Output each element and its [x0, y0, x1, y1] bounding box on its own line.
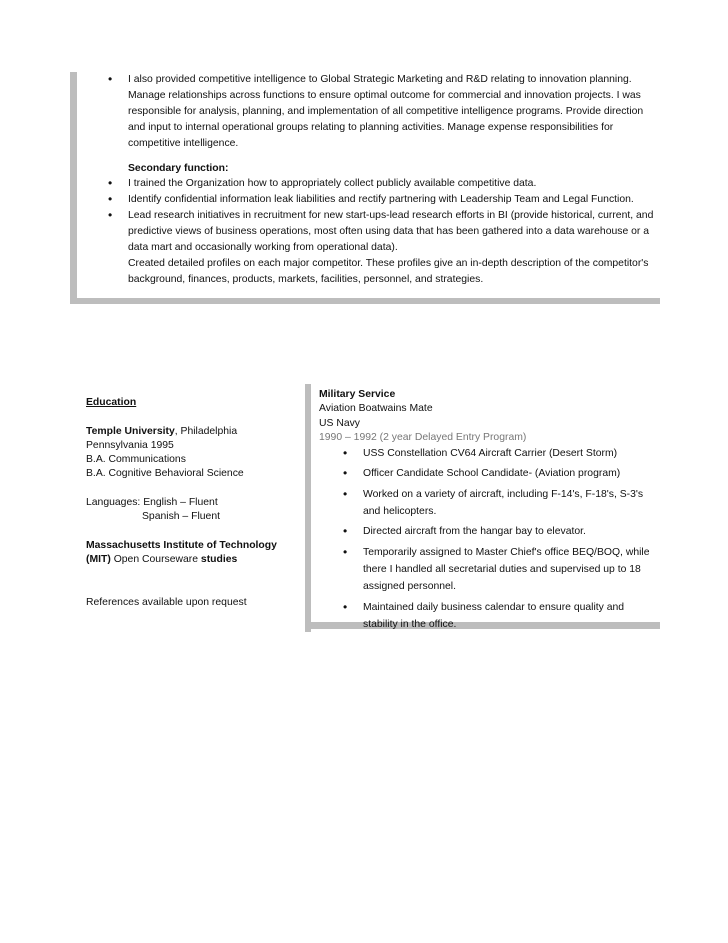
spacer	[98, 152, 658, 161]
degree-1: B.A. Communications	[86, 454, 186, 466]
school2-line1: Massachusetts Institute of Technology	[86, 539, 277, 551]
list-item: • Officer Candidate School Candidate- (Aviation program)	[319, 465, 659, 482]
military-content	[319, 388, 659, 636]
school2-end: studies	[200, 554, 238, 566]
spacer	[86, 482, 306, 496]
experience-box	[70, 72, 660, 298]
school2-line2	[86, 553, 306, 567]
spacer	[86, 410, 306, 424]
languages-line-2: Spanish – Fluent	[142, 511, 220, 523]
experience-bullets-a	[98, 72, 658, 152]
list-item: • I also provided competitive intelligence to Global Strategic Marketing and R&D relating to innovation planning. Manage relationships across functions to ensure optimal outcome for commercial and innovation projects. I was responsible for analysis, planning, and implementation of all competitive intelligence programs. Provide direction and input to internal operational groups relating to planning activities. Manage expense responsibilities for competitive intelligence.	[98, 72, 658, 152]
school1-location: , Philadelphia	[174, 425, 238, 437]
degree-2: B.A. Cognitive Behavioral Science	[86, 468, 244, 480]
military-branch: US Navy	[319, 417, 360, 429]
box-bottom-border	[70, 298, 660, 304]
military-dates: 1990 – 1992 (2 year Delayed Entry Program)	[319, 431, 527, 443]
military-bullets	[319, 445, 659, 633]
school1-line	[86, 425, 306, 439]
list-item: • Worked on a variety of aircraft, including F-14's, F-18's, S-3's and helicopters.	[319, 486, 659, 521]
box-left-border	[305, 384, 311, 632]
education-heading: Education	[86, 397, 137, 408]
military-heading: Military Service	[319, 389, 396, 400]
list-item: • Lead research initiatives in recruitment for new start-ups-lead research efforts in BI (provide historical, current, and predictive views of business operations, most often using data that has been gathered into a data warehouse or a data mart and occasionally working from operational data).	[98, 208, 658, 256]
list-item: • Temporarily assigned to Master Chief's office BEQ/BOQ, while there I handled all secretarial duties and supervised up to 18 assigned personnel.	[319, 544, 659, 596]
spacer	[86, 568, 306, 582]
competitor-profiles-paragraph: Created detailed profiles on each major competitor. These profiles give an in-depth description of the competitor's background, finances, products, markets, facilities, personnel, and strategies.	[128, 257, 649, 285]
education-section	[86, 396, 306, 610]
list-item: • USS Constellation CV64 Aircraft Carrier (Desert Storm)	[319, 445, 659, 462]
box-left-border	[70, 72, 77, 304]
school2-abbr: (MIT)	[86, 554, 111, 566]
list-item: • Maintained daily business calendar to ensure quality and stability in the office.	[319, 599, 659, 634]
references-note: References available upon request	[86, 597, 247, 609]
list-item: • Directed aircraft from the hangar bay to elevator.	[319, 523, 659, 540]
school1-line2: Pennsylvania 1995	[86, 439, 174, 451]
spacer	[86, 525, 306, 539]
list-item: • I trained the Organization how to appropriately collect publicly available competitive data.	[98, 176, 658, 192]
spacer	[86, 582, 306, 596]
languages-line-1: Languages: English – Fluent	[86, 497, 218, 509]
secondary-function-heading: Secondary function:	[128, 162, 229, 174]
school1-name: Temple University	[86, 425, 175, 437]
list-item: • Identify confidential information leak liabilities and rectify partnering with Leadership Team and Legal Function.	[98, 192, 658, 208]
experience-bullets-b	[98, 176, 658, 256]
school2-mid: Open Courseware	[110, 554, 201, 566]
experience-content	[98, 72, 658, 288]
military-rank: Aviation Boatwains Mate	[319, 403, 433, 415]
military-box	[305, 384, 660, 630]
